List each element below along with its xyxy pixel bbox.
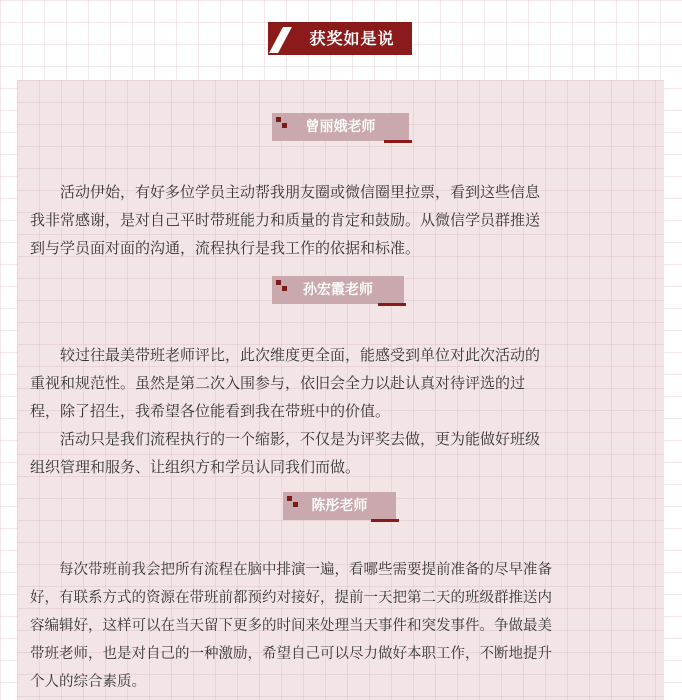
teacher-label-1 [272,113,412,141]
teacher-label-2 [272,276,407,304]
teacher-name: 陈彤老师 [311,498,368,514]
teacher-2-paragraph-2: 活动只是我们流程执行的一个缩影，不仅是为评奖去做，更为能做好班级 组织管理和服务、让组织方和学员认同我们而做。 [30,430,541,476]
teacher-2-paragraph-1: 较过往最美带班老师评比，此次维度更全面，能感受到单位对此次活动的 重视和规范性。虽然是第二次入围参与，依旧会全力以赴认真对待评选的过 程，除了招生，我希望各位能看到我在带班中的价值。 [30,346,541,420]
section-title: 获奖如是说 [309,29,395,48]
teacher-3-paragraph: 每次带班前我会把所有流程在脑中排演一遍，看哪些需要提前准备的尽早准备 好，有联系方式的资源在带班前都预约对接好，提前一天把第二天的班级群推送内 容编辑好，这样可以在当天留下更多的时间来处理当天事件和突发事件。争做最美 带班老师，也是对自己的一种激励，希望自己可以尽力做好本职工作，不断地提升 个人的综合素质。 [30,562,552,690]
title-stripe-decoration [269,27,292,53]
teacher-name: 孙宏霞老师 [303,282,373,298]
teacher-name: 曾丽娥老师 [305,119,376,135]
teacher-1-paragraph: 活动伊始，有好多位学员主动帮我朋友圈或微信圈里拉票，看到这些信息 我非常感谢，是对自己平时带班能力和质量的肯定和鼓励。从微信学员群推送 到与学员面对面的沟通，流程执行是我工作的依据和标准。 [30,183,541,257]
label-underline [378,303,406,306]
section-title-banner [268,22,412,55]
label-underline [371,519,399,522]
label-underline [384,140,412,143]
teacher-label-3 [283,492,399,520]
